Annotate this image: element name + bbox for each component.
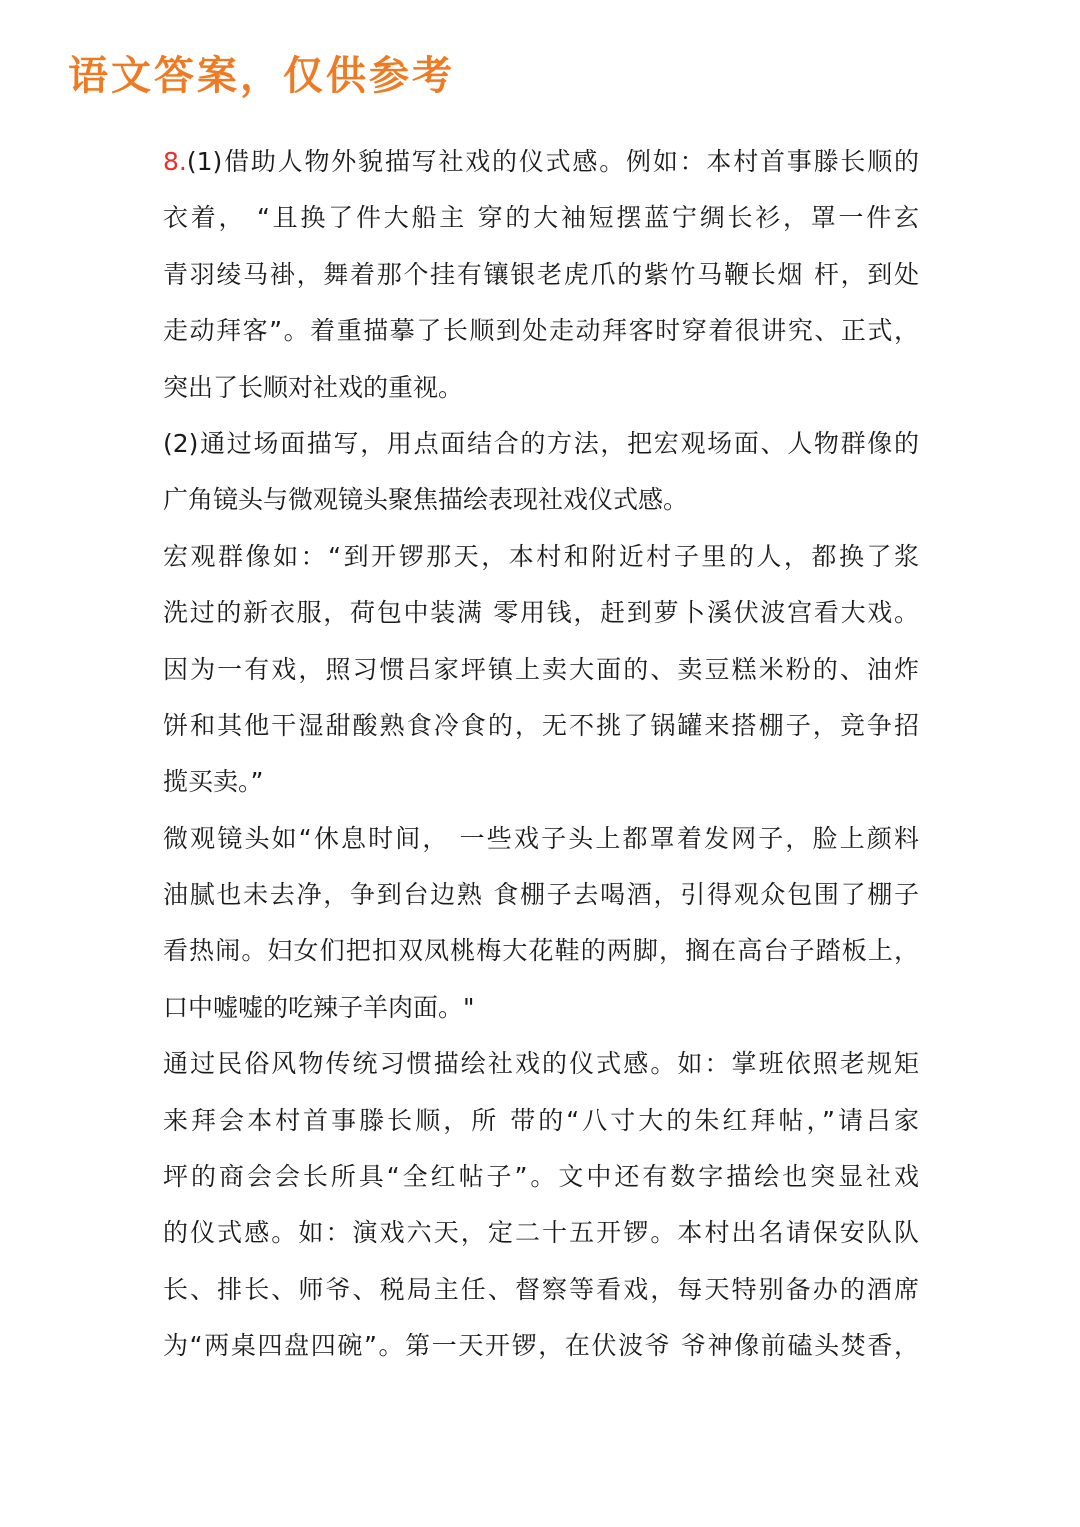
text-line: 看热闹。妇女们把扣双凤桃梅大花鞋的两脚，搁在高台子踏板上， bbox=[163, 936, 919, 966]
text-line: 突出了长顺对社戏的重视。 bbox=[163, 372, 464, 402]
text-line: 洗过的新衣服，荷包中装满 零用钱，赶到萝卜溪伏波宫看大戏。 bbox=[163, 598, 919, 628]
question-number: 8. bbox=[163, 147, 187, 176]
text-line: 揽买卖。” bbox=[163, 767, 264, 797]
text-line: 油腻也未去净，争到台边熟 食棚子去喝酒，引得观众包围了棚子 bbox=[163, 880, 919, 910]
page-title: 语文答案，仅供参考 bbox=[68, 53, 455, 99]
text-line: 为“两桌四盘四碗”。第一天开锣，在伏波爷 爷神像前磕头焚香， bbox=[163, 1331, 919, 1361]
text-line: 口中嘘嘘的吃辣子羊肉面。" bbox=[163, 992, 475, 1022]
text-line: 长、排长、师爷、税局主任、督察等看戏，每天特别备办的酒席 bbox=[163, 1274, 919, 1304]
text-line: 通过民俗风物传统习惯描绘社戏的仪式感。如：掌班依照老规矩 bbox=[163, 1049, 919, 1079]
text-line: 微观镜头如“休息时间， 一些戏子头上都罩着发网子，脸上颜料 bbox=[163, 823, 919, 853]
text-line: (2)通过场面描写，用点面结合的方法，把宏观场面、人物群像的 bbox=[163, 428, 919, 458]
answer-body bbox=[163, 134, 919, 1375]
text-line: 8.(1)借助人物外貌描写社戏的仪式感。例如：本村首事滕长顺的 bbox=[163, 147, 919, 176]
text-line: 衣着， “且换了件大船主 穿的大袖短摆蓝宁绸长衫，罩一件玄 bbox=[163, 203, 919, 233]
text-line: 宏观群像如：“到开锣那天，本村和附近村子里的人，都换了浆 bbox=[163, 541, 919, 571]
text-line: 走动拜客”。着重描摹了长顺到处走动拜客时穿着很讲究、正式， bbox=[163, 316, 919, 346]
text-line: 青羽绫马褂，舞着那个挂有镶银老虎爪的紫竹马鞭长烟 杆，到处 bbox=[163, 259, 919, 289]
text-line: 因为一有戏，照习惯吕家坪镇上卖大面的、卖豆糕米粉的、油炸 bbox=[163, 654, 919, 684]
text-line: 的仪式感。如：演戏六天，定二十五开锣。本村出名请保安队队 bbox=[163, 1218, 919, 1248]
text-line: 坪的商会会长所具“全红帖子”。文中还有数字描绘也突显社戏 bbox=[163, 1162, 919, 1192]
text-line: 饼和其他干湿甜酸熟食冷食的，无不挑了锅罐来搭棚子，竞争招 bbox=[163, 710, 919, 740]
text-line: 来拜会本村首事滕长顺，所 带的“八寸大的朱红拜帖，”请吕家 bbox=[163, 1105, 919, 1135]
text-line: 广角镜头与微观镜头聚焦描绘表现社戏仪式感。 bbox=[163, 485, 689, 515]
